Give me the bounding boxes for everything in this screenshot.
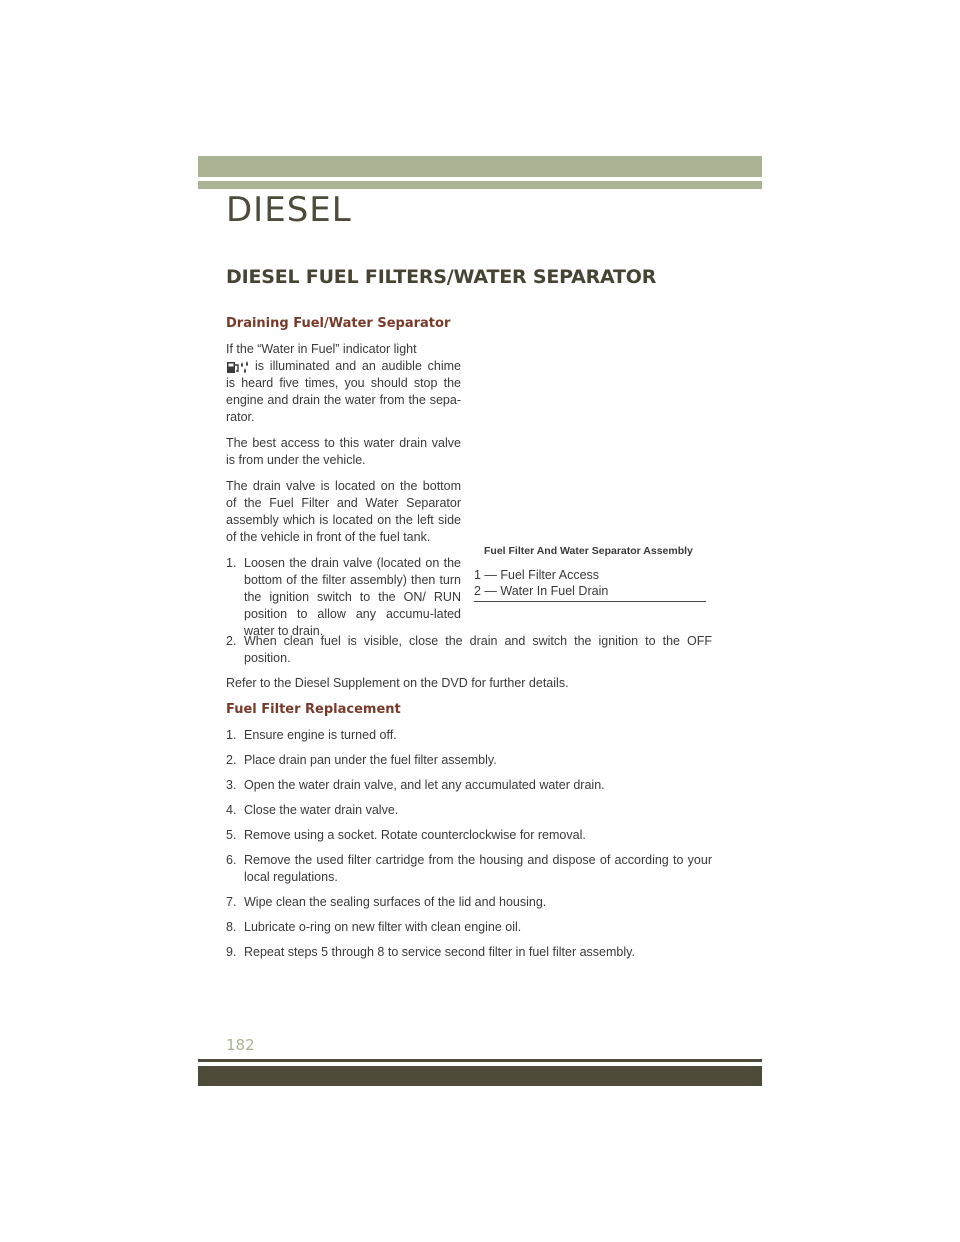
draining-heading: Draining Fuel/Water Separator — [226, 316, 451, 331]
list-item — [226, 944, 712, 961]
draining-paragraph-3: The drain valve is located on the bottom of the Fuel Filter and Water Separator assembly which is located on the left side of the vehicle in front of the fuel tank. — [226, 479, 461, 544]
list-item — [226, 827, 712, 844]
step-number: 1. — [226, 728, 237, 742]
legend-item-2: 2 — Water In Fuel Drain — [474, 584, 609, 598]
step-text: Open the water drain valve, and let any accumulated water drain. — [244, 778, 605, 792]
step-text: Remove using a socket. Rotate counterclockwise for removal. — [244, 828, 586, 842]
step-text: Close the water drain valve. — [244, 803, 399, 817]
list-item — [226, 752, 712, 769]
legend-divider — [474, 601, 706, 602]
replacement-steps — [226, 727, 712, 961]
step-text: Ensure engine is turned off. — [244, 728, 397, 742]
step-number: 2. — [226, 753, 237, 767]
draining-steps-continued — [226, 633, 712, 667]
step-text: When clean fuel is visible, close the drain and switch the ignition to the OFF position. — [244, 634, 712, 665]
draining-paragraph-2: The best access to this water drain valve is from under the vehicle. — [226, 436, 461, 467]
water-in-fuel-icon — [226, 360, 252, 374]
section-label: DIESEL — [226, 190, 352, 230]
step-number: 1. — [226, 556, 237, 570]
page-title: DIESEL FUEL FILTERS/WATER SEPARATOR — [226, 266, 657, 288]
step-text: Lubricate o-ring on new filter with clean engine oil. — [244, 920, 522, 934]
replacement-column — [226, 727, 712, 969]
figure-legend — [474, 567, 706, 599]
draining-p1-start: If the “Water in Fuel” indicator light — [226, 342, 417, 356]
step-number: 2. — [226, 634, 237, 648]
list-item — [226, 633, 712, 667]
step-number: 7. — [226, 895, 237, 909]
list-item — [226, 852, 712, 886]
footer-line — [198, 1059, 762, 1062]
draining-paragraph-1 — [226, 341, 461, 426]
page-number: 182 — [226, 1036, 255, 1054]
step-text: Repeat steps 5 through 8 to service second filter in fuel filter assembly. — [244, 945, 635, 959]
draining-column — [226, 341, 461, 649]
header-bar-thin — [198, 181, 762, 189]
step-number: 5. — [226, 828, 237, 842]
replacement-heading: Fuel Filter Replacement — [226, 702, 401, 717]
draining-continued — [226, 633, 712, 692]
step-text: Remove the used filter cartridge from the housing and dispose of according to your local regulations. — [244, 853, 712, 884]
draining-steps — [226, 555, 461, 640]
list-item — [226, 727, 712, 744]
list-item — [226, 777, 712, 794]
draining-p1-end: is illuminated and an audible chime is heard five times, you should stop the engine and drain the water from the sepa-rator. — [226, 359, 461, 424]
step-text: Wipe clean the sealing surfaces of the lid and housing. — [244, 895, 547, 909]
list-item — [226, 555, 461, 640]
footer-bar — [198, 1066, 762, 1086]
header-bar — [198, 156, 762, 177]
list-item — [226, 894, 712, 911]
figure-caption: Fuel Filter And Water Separator Assembly — [484, 545, 693, 557]
step-text: Loosen the drain valve (located on the bottom of the filter assembly) then turn the ignition switch to the ON/ RUN position to allow any accumu-lated water to drain. — [244, 556, 461, 638]
step-number: 8. — [226, 920, 237, 934]
list-item — [226, 919, 712, 936]
step-number: 9. — [226, 945, 237, 959]
step-text: Place drain pan under the fuel filter assembly. — [244, 753, 497, 767]
step-number: 3. — [226, 778, 237, 792]
step-number: 4. — [226, 803, 237, 817]
list-item — [226, 802, 712, 819]
step-number: 6. — [226, 853, 237, 867]
refer-paragraph: Refer to the Diesel Supplement on the DVD for further details. — [226, 676, 569, 690]
legend-item-1: 1 — Fuel Filter Access — [474, 568, 600, 582]
